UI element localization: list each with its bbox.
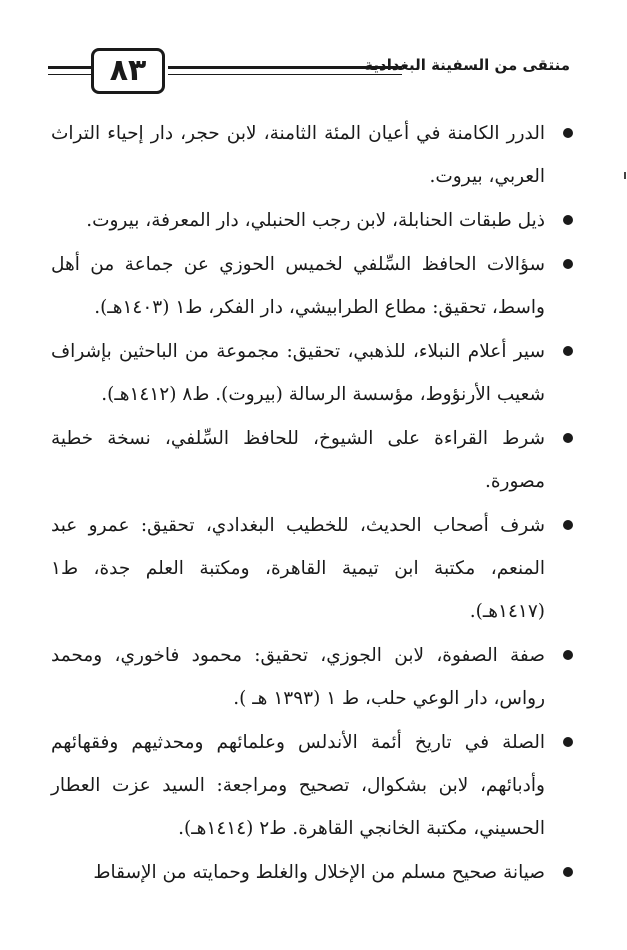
entry-text: شرط القراءة على الشيوخ، للحافظ السِّلفي، نسخة خطية مصورة.	[51, 428, 545, 492]
bibliography-list	[51, 112, 575, 894]
bullet-icon	[563, 737, 573, 747]
bullet-icon	[563, 520, 573, 530]
bibliography-entry	[51, 243, 575, 329]
page-number: ٨٣	[109, 53, 147, 88]
bullet-icon	[563, 215, 573, 225]
header-rule-left-thick	[48, 66, 91, 69]
bibliography-entry	[51, 330, 575, 416]
entry-text: شرف أصحاب الحديث، للخطيب البغدادي، تحقيق: عمرو عبد المنعم، مكتبة ابن تيمية القاهرة، ومكتبة العلم جدة، ط١ (١٤١٧هـ).	[51, 515, 545, 622]
scan-edge-mark	[624, 172, 626, 179]
bullet-icon	[563, 128, 573, 138]
header-rule-mid-thin	[168, 74, 402, 75]
bibliography-entry	[51, 851, 575, 894]
bullet-icon	[563, 259, 573, 269]
bibliography-entry	[51, 504, 575, 633]
header-rule-left-thin	[48, 74, 91, 75]
entry-text: سير أعلام النبلاء، للذهبي، تحقيق: مجموعة من الباحثين بإشراف شعيب الأرنؤوط، مؤسسة الرسالة (بيروت). ط٨ (١٤١٢هـ).	[51, 341, 545, 405]
page-number-box	[91, 48, 165, 94]
entry-text: ذيل طبقات الحنابلة، لابن رجب الحنبلي، دار المعرفة، بيروت.	[86, 210, 545, 231]
bullet-icon	[563, 433, 573, 443]
entry-text: الصلة في تاريخ أئمة الأندلس وعلمائهم ومحدثيهم وفقهائهم وأدبائهم، لابن بشكوال، تصحيح ومراجعة: السيد عزت العطار الحسيني، مكتبة الخانجي القاهرة. ط٢ (١٤١٤هـ).	[51, 732, 545, 839]
bibliography-entry	[51, 417, 575, 503]
entry-text: الدرر الكامنة في أعيان المئة الثامنة، لابن حجر، دار إحياء التراث العربي، بيروت.	[51, 123, 545, 187]
bullet-icon	[563, 346, 573, 356]
entry-text: صيانة صحيح مسلم من الإخلال والغلط وحمايته من الإسقاط	[93, 862, 545, 883]
bibliography-entry	[51, 199, 575, 242]
bullet-icon	[563, 867, 573, 877]
entry-text: سؤالات الحافظ السِّلفي لخميس الحوزي عن جماعة من أهل واسط، تحقيق: مطاع الطرابيشي، دار الفكر، ط١ (١٤٠٣هـ).	[51, 254, 545, 318]
entry-text: صفة الصفوة، لابن الجوزي، تحقيق: محمود فاخوري، ومحمد رواس، دار الوعي حلب، ط ١ (١٣٩٣ هـ ).	[51, 645, 545, 709]
page-header	[48, 48, 570, 100]
running-title: منتقى من السفينة البغدادية	[364, 56, 570, 74]
bibliography-entry	[51, 112, 575, 198]
bibliography-entry	[51, 634, 575, 720]
bullet-icon	[563, 650, 573, 660]
bibliography-entry	[51, 721, 575, 850]
